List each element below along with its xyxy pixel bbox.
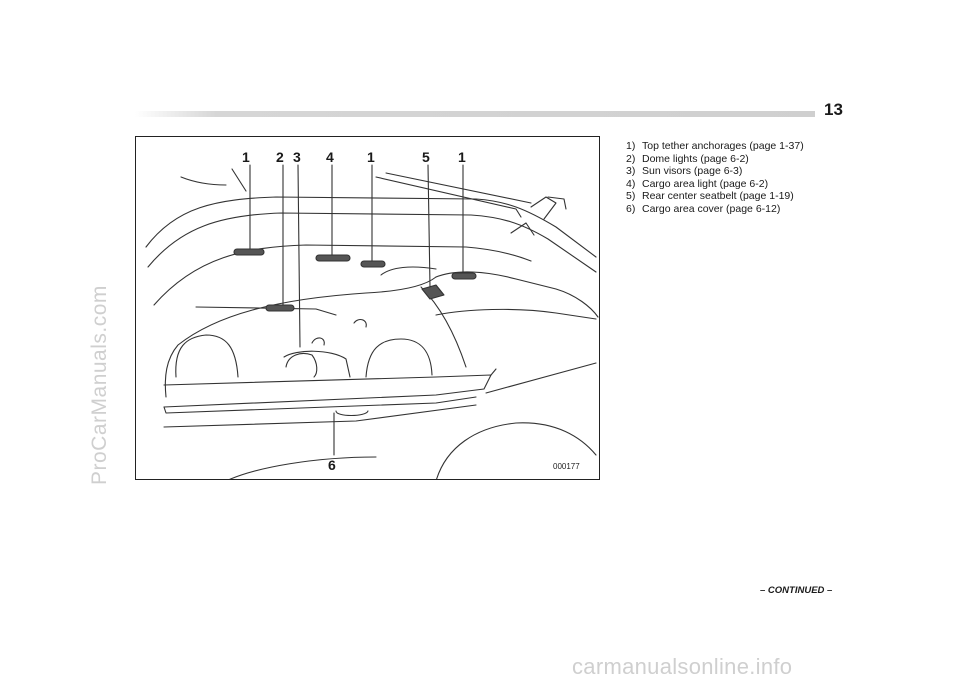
page-number: 13 [824, 100, 843, 119]
figure-id: 000177 [553, 462, 580, 471]
legend-item [626, 178, 804, 191]
header-rule [135, 111, 815, 117]
callout-label: 3 [293, 149, 301, 165]
callout-label: 4 [326, 149, 334, 165]
legend-text: Rear center seatbelt (page 1-19) [642, 190, 794, 203]
legend-list [626, 140, 804, 216]
callout-label: 5 [422, 149, 430, 165]
legend-number: 4) [626, 177, 636, 190]
callout-label: 6 [328, 457, 336, 473]
watermark-carmanualsonline: carmanualsonline.info [572, 654, 793, 679]
legend-text: Cargo area light (page 6-2) [642, 177, 769, 190]
callout-label: 1 [367, 149, 375, 165]
legend-number: 2) [626, 152, 636, 165]
legend-text: Dome lights (page 6-2) [642, 152, 749, 165]
legend-item [626, 190, 804, 203]
watermark-procarmanuals: ProCarManuals.com [88, 285, 111, 485]
callout-label: 2 [276, 149, 284, 165]
legend-text: Top tether anchorages (page 1-37) [642, 140, 804, 152]
legend-item [626, 165, 804, 178]
legend-item [626, 140, 804, 153]
legend-text: Cargo area cover (page 6-12) [642, 202, 781, 215]
legend-text: Sun visors (page 6-3) [642, 165, 743, 178]
continued-footer: – CONTINUED – [760, 585, 833, 596]
legend-number: 5) [626, 190, 636, 203]
legend-item [626, 203, 804, 216]
legend-number: 1) [626, 140, 636, 152]
legend-number: 6) [626, 202, 636, 215]
legend-item [626, 153, 804, 166]
callout-label: 1 [242, 149, 250, 165]
legend-number: 3) [626, 165, 636, 178]
vehicle-interior-drawing [136, 137, 600, 480]
cargo-area-illustration [135, 136, 600, 480]
callout-label: 1 [458, 149, 466, 165]
